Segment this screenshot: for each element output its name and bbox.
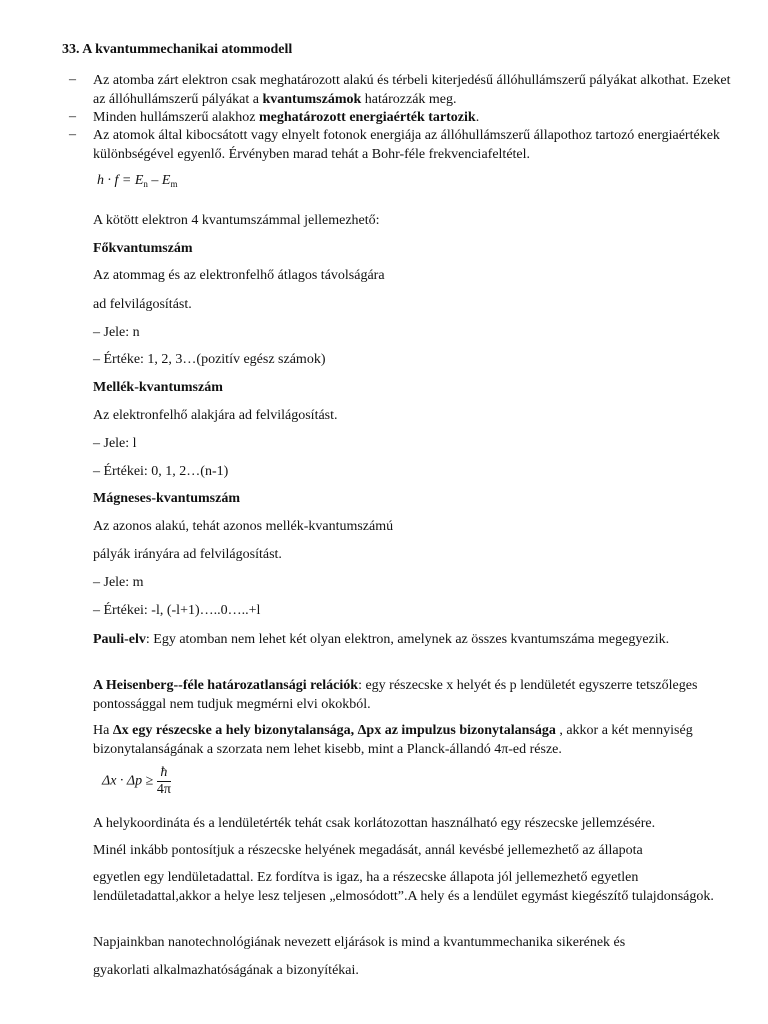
uncertainty-formula	[102, 765, 171, 798]
paragraph-nanotech-2: gyakorlati alkalmazhatóságának a bizonyítékai.	[93, 963, 359, 978]
main-quantum-desc-2: ad felvilágosítást.	[93, 297, 192, 312]
bullet-marker: –	[69, 72, 76, 87]
bullet-item-1	[93, 71, 733, 109]
uncertainty-paragraph	[93, 721, 723, 759]
main-quantum-values: – Értéke: 1, 2, 3…(pozitív egész számok)	[93, 352, 326, 367]
bullet-text: Az atomba zárt elektron csak meghatározott alakú és térbeli kiterjedésű állóhullámszerű pályákat alkothat. Ezeket az állóhullámszerű pályákat a	[93, 73, 731, 107]
section-title: 33. A kvantummechanikai atommodell	[62, 42, 293, 57]
bullet-text: Az atomok által kibocsátott vagy elnyelt fotonok energiája az állóhullámszerű állapothoz tartozó energiaértékek különbségével egyenlő. Érvényben marad tehát a Bohr-féle frekvenciafeltétel.	[93, 128, 720, 162]
mag-quantum-values: – Értékei: -l, (-l+1)…..0…..+l	[93, 603, 261, 618]
side-quantum-symbol: – Jele: l	[93, 436, 137, 451]
formula-sub-n: n	[143, 179, 148, 189]
pauli-heading: Pauli-elv	[93, 632, 146, 647]
formula2-lhs: Δx · Δp ≥	[102, 773, 154, 789]
uncertainty-pre: Ha	[93, 723, 113, 738]
main-quantum-desc-1: Az atommag és az elektronfelhő átlagos távolságára	[93, 268, 385, 283]
formula2-numerator: ħ	[157, 765, 171, 782]
intro-text: A kötött elektron 4 kvantumszámmal jellemezhető:	[93, 213, 380, 228]
bullet-marker: –	[69, 109, 76, 124]
bullet-bold: kvantumszámok	[262, 92, 362, 107]
paragraph-position-momentum: A helykoordináta és a lendületérték tehát csak korlátozottan használható egy részecske jellemzésére.	[93, 816, 656, 831]
bullet-item-2	[93, 108, 733, 127]
mag-quantum-symbol: – Jele: m	[93, 575, 144, 590]
heisenberg-paragraph	[93, 676, 723, 714]
mag-quantum-heading: Mágneses-kvantumszám	[93, 491, 240, 506]
paragraph-precision-2: egyetlen egy lendületadattal. Ez fordítva is igaz, ha a részecske állapota jól jellemezhető egyetlen lendületadattal,akkor a helye lesz teljesen „elmosódott”.A hely és a lendület egymást kiegészítő tulajdonságok.	[93, 870, 714, 904]
bohr-formula	[97, 173, 177, 189]
bullet-text-end: határozzák meg.	[361, 92, 457, 107]
pauli-text: : Egy atomban nem lehet két olyan elektron, amelynek az összes kvantumszáma megegyezik.	[145, 632, 670, 647]
mag-quantum-desc-2: pályák irányára ad felvilágosítást.	[93, 547, 282, 562]
mag-quantum-desc-1: Az azonos alakú, tehát azonos mellék-kvantumszámú	[93, 519, 394, 534]
formula-sub-m: m	[170, 179, 178, 189]
heisenberg-text: : egy részecske x helyét és p lendületét egyszerre tetszőleges pontossággal nem tudjuk megmérni elvi okokból.	[93, 678, 698, 712]
bullet-item-3	[93, 126, 733, 164]
heisenberg-heading: A Heisenberg--féle határozatlansági relációk	[93, 678, 359, 693]
formula2-denominator: 4π	[156, 782, 171, 797]
pauli-principle	[93, 630, 723, 649]
uncertainty-bold: Δx egy részecske a hely bizonytalansága, Δpx az impulzus bizonytalansága	[112, 723, 556, 738]
main-quantum-heading: Főkvantumszám	[93, 241, 193, 256]
paragraph-nanotech-1: Napjainkban nanotechnológiának nevezett eljárások is mind a kvantummechanika sikerének és	[93, 935, 626, 950]
main-quantum-symbol: – Jele: n	[93, 325, 140, 340]
formula2-fraction	[157, 765, 171, 798]
bullet-bold: meghatározott energiaérték tartozik	[259, 110, 476, 125]
uncertainty-post: , akkor a két mennyiség bizonytalanságának a szorzata nem lehet kisebb, mint a Planck-állandó 4π-ed része.	[93, 723, 693, 757]
formula-minus: – E	[147, 173, 171, 188]
side-quantum-values: – Értékei: 0, 1, 2…(n-1)	[93, 464, 229, 479]
bullet-marker: –	[69, 127, 76, 142]
formula-lhs: h · f = E	[97, 173, 144, 188]
side-quantum-desc: Az elektronfelhő alakjára ad felvilágosítást.	[93, 408, 338, 423]
side-quantum-heading: Mellék-kvantumszám	[93, 380, 223, 395]
bullet-text: Minden hullámszerű alakhoz	[93, 110, 260, 125]
bullet-text-end: .	[475, 110, 480, 125]
paragraph-precision-1: Minél inkább pontosítjuk a részecske helyének megadását, annál kevésbé jellemezhető az állapota	[93, 843, 643, 858]
